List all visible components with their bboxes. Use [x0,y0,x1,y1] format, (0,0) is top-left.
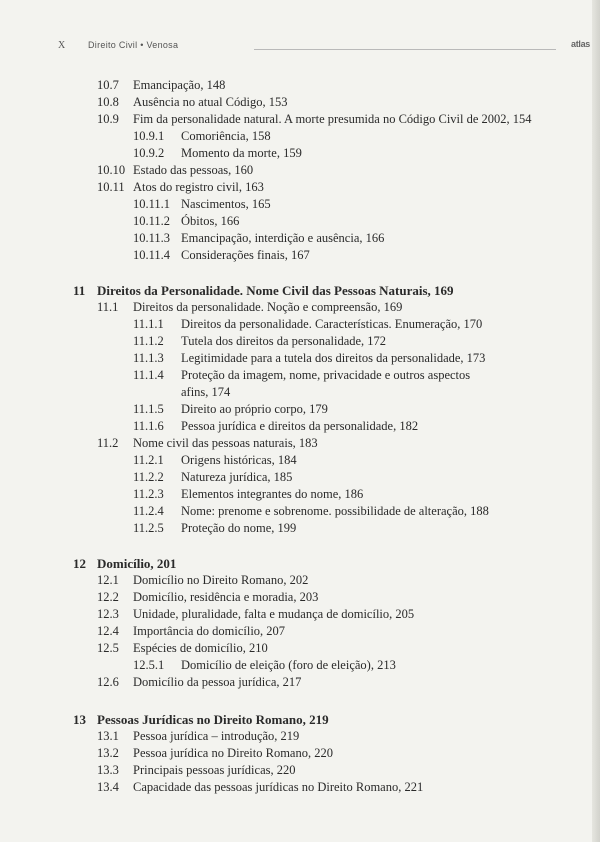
entry-title: Ausência no atual Código, 153 [133,95,288,109]
entry-number: 11.1.2 [133,334,164,348]
publisher-logo: atlas [570,39,590,49]
entry-title: Nome: prenome e sobrenome. possibilidade de alteração, 188 [181,504,489,518]
entry-number: 11.2 [97,436,119,450]
entry-title: Pessoa jurídica no Direito Romano, 220 [133,746,333,760]
header-rule [254,49,556,50]
entry-title: Pessoa jurídica – introdução, 219 [133,729,300,743]
entry-title: Pessoa jurídica e direitos da personalidade, 182 [181,419,419,433]
entry-number: 11.1.3 [133,351,164,365]
entry-title: Proteção do nome, 199 [181,521,297,535]
entry-number: 13.4 [97,780,119,794]
entry-title: Domicílio, residência e moradia, 203 [133,590,319,604]
entry-number: 10.11 [97,180,125,194]
entry-number: 13.2 [97,746,119,760]
entry-title: Emancipação, interdição e ausência, 166 [181,231,385,245]
entry-number: 12.6 [97,675,119,689]
entry-number: 10.11.3 [133,231,171,245]
entry-title: Momento da morte, 159 [181,146,302,160]
page-edge-shadow [592,0,600,842]
entry-title: Direitos da personalidade. Características. Enumeração, 170 [181,317,483,331]
entry-number: 11.1 [97,300,119,314]
chapter-title: Pessoas Jurídicas no Direito Romano, 219 [97,712,329,727]
entry-number: 11.1.6 [133,419,164,433]
entry-number: 11.2.3 [133,487,164,501]
entry-number: 13.3 [97,763,119,777]
entry-title: Considerações finais, 167 [181,248,310,262]
entry-title: Unidade, pluralidade, falta e mudança de domicílio, 205 [133,607,415,621]
entry-number: 10.11.1 [133,197,171,211]
entry-number: 10.11.2 [133,214,171,228]
entry-number: 10.7 [97,78,119,92]
entry-number: 10.8 [97,95,119,109]
entry-number: 10.11.4 [133,248,171,262]
entry-title: Fim da personalidade natural. A morte presumida no Código Civil de 2002, 154 [133,112,532,126]
entry-number: 11.1.1 [133,317,164,331]
entry-number: 11.1.4 [133,368,164,382]
page-number: X [58,40,66,51]
entry-number: 13.1 [97,729,119,743]
running-header [58,38,590,52]
entry-title: Comoriência, 158 [181,129,271,143]
entry-title: Principais pessoas jurídicas, 220 [133,763,296,777]
entry-title: Capacidade das pessoas jurídicas no Direito Romano, 221 [133,780,424,794]
entry-title: Natureza jurídica, 185 [181,470,293,484]
entry-title: Direito ao próprio corpo, 179 [181,402,328,416]
entry-title: Atos do registro civil, 163 [133,180,264,194]
entry-title: Proteção da imagem, nome, privacidade e outros aspectos [181,368,471,382]
chapter-title: Direitos da Personalidade. Nome Civil das Pessoas Naturais, 169 [97,283,454,298]
entry-title: Nome civil das pessoas naturais, 183 [133,436,318,450]
entry-number: 10.9.2 [133,146,165,160]
entry-number: 12.5.1 [133,658,165,672]
entry-number: 12.5 [97,641,119,655]
entry-title: Domicílio da pessoa jurídica, 217 [133,675,302,689]
entry-title: Importância do domicílio, 207 [133,624,286,638]
entry-title: Espécies de domicílio, 210 [133,641,268,655]
entry-title: Estado das pessoas, 160 [133,163,254,177]
entry-number: 11.2.4 [133,504,164,518]
entry-number: 12.1 [97,573,119,587]
entry-number: 10.10 [97,163,126,177]
entry-number: 12.3 [97,607,119,621]
entry-number: 11.2.2 [133,470,164,484]
entry-number: 12.2 [97,590,119,604]
entry-title: Óbitos, 166 [181,214,240,228]
entry-number: 11.2.1 [133,453,164,467]
entry-number: 10.9.1 [133,129,165,143]
running-title: Direito Civil • Venosa [88,40,179,50]
chapter-title: Domicílio, 201 [97,556,177,571]
entry-number: 11.1.5 [133,402,164,416]
entry-title: Domicílio de eleição (foro de eleição), 213 [181,658,396,672]
entry-title: Legitimidade para a tutela dos direitos da personalidade, 173 [181,351,486,365]
entry-number: 10.9 [97,112,119,126]
entry-number: 11.2.5 [133,521,164,535]
entry-title-continued: afins, 174 [181,385,231,399]
entry-title: Elementos integrantes do nome, 186 [181,487,364,501]
entry-title: Origens históricas, 184 [181,453,297,467]
chapter-number: 11 [73,283,86,298]
entry-title: Emancipação, 148 [133,78,226,92]
entry-title: Tutela dos direitos da personalidade, 172 [181,334,387,348]
entry-number: 12.4 [97,624,119,638]
chapter-number: 12 [73,556,86,571]
chapter-number: 13 [73,712,86,727]
entry-title: Direitos da personalidade. Noção e compreensão, 169 [133,300,403,314]
entry-title: Domicílio no Direito Romano, 202 [133,573,309,587]
entry-title: Nascimentos, 165 [181,197,271,211]
